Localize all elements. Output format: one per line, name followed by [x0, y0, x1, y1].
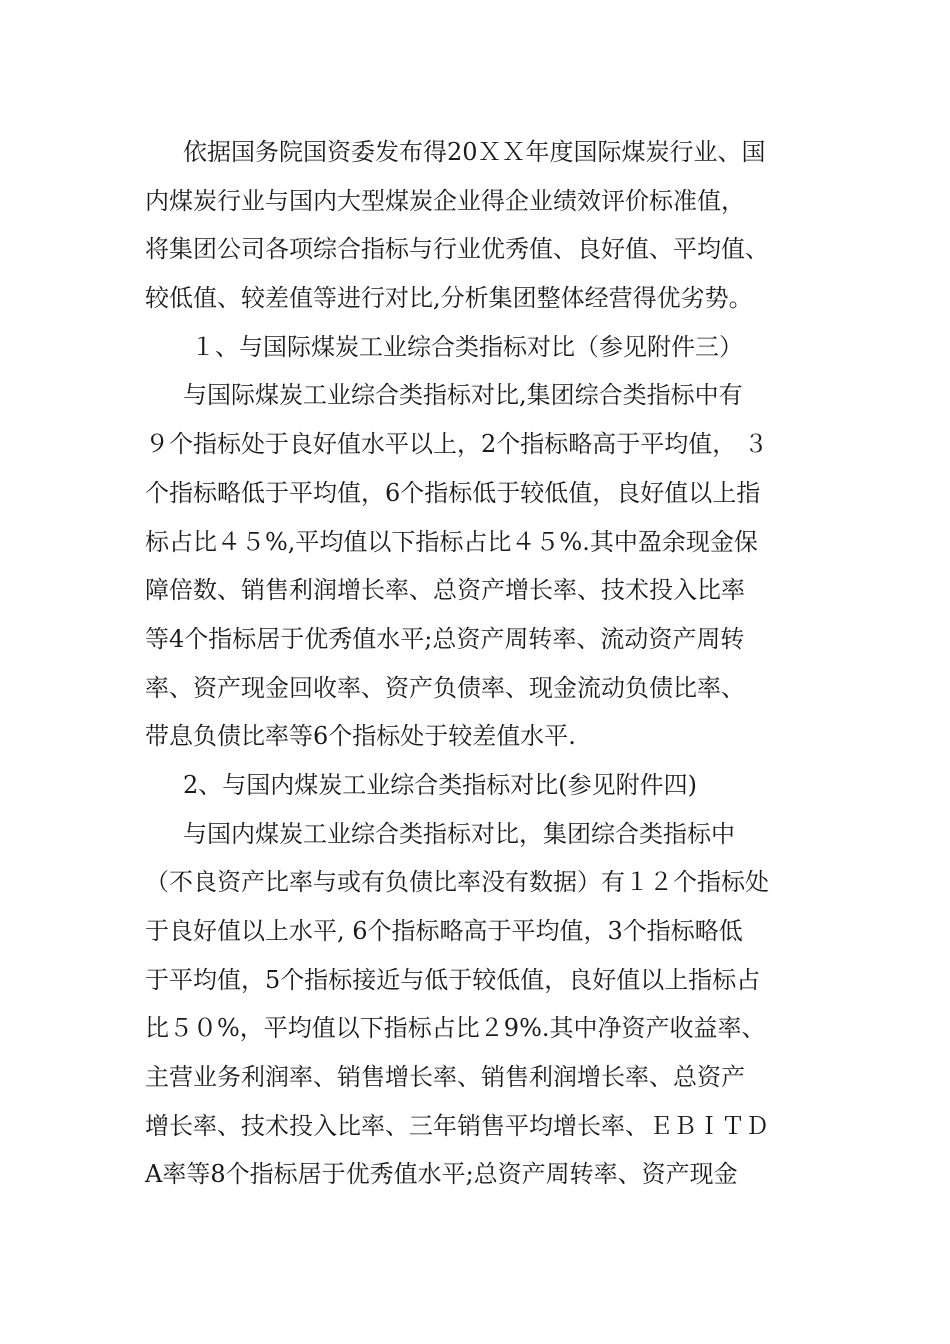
- section-heading-2: 2、与国内煤炭工业综合类指标对比(参见附件四): [183, 770, 697, 799]
- text-line: 主营业务利润率、销售增长率、销售利润增长率、总资产: [145, 1063, 745, 1092]
- section-heading-1: １、与国际煤炭工业综合类指标对比（参见附件三）: [191, 332, 743, 361]
- text-line: 个指标略低于平均值，6个指标低于较低值，良好值以上指: [145, 478, 761, 507]
- text-line: 与国际煤炭工业综合类指标对比,集团综合类指标中有: [183, 381, 743, 410]
- text-line: 带息负债比率等6个指标处于较差值水平.: [145, 722, 576, 751]
- text-line: A率等8个指标居于优秀值水平;总资产周转率、资产现金: [145, 1160, 738, 1189]
- text-line: 标占比４５%,平均值以下指标占比４５%.其中盈余现金保: [145, 527, 758, 556]
- text-line: 比５０%，平均值以下指标占比２9%.其中净资产收益率、: [145, 1014, 766, 1043]
- text-line: 障倍数、销售利润增长率、总资产增长率、技术投入比率: [145, 576, 745, 605]
- text-line: 将集团公司各项综合指标与行业优秀值、良好值、平均值、: [145, 235, 769, 264]
- text-line: 与国内煤炭工业综合类指标对比，集团综合类指标中: [183, 819, 735, 848]
- text-line: 于良好值以上水平, 6个指标略高于平均值，3个指标略低: [145, 917, 743, 945]
- text-line: ９个指标处于良好值水平以上，2个指标略高于平均值， ３: [145, 430, 768, 459]
- text-line: 增长率、技术投入比率、三年销售平均增长率、ＥＢＩＴＤ: [145, 1111, 769, 1140]
- text-line: 率、资产现金回收率、资产负债率、现金流动负债比率、: [145, 673, 745, 702]
- text-line: 较低值、较差值等进行对比,分析集团整体经营得优劣势。: [145, 284, 753, 313]
- text-line: 于平均值，5个指标接近与低于较低值，良好值以上指标占: [145, 965, 761, 994]
- text-line: （不良资产比率与或有负债比率没有数据）有１２个指标处: [145, 868, 769, 897]
- text-line: 依据国务院国资委发布得20ＸＸ年度国际煤炭行业、国: [183, 138, 766, 166]
- text-line: 等4个指标居于优秀值水平;总资产周转率、流动资产周转: [145, 624, 745, 653]
- text-line: 内煤炭行业与国内大型煤炭企业得企业绩效评价标准值，: [145, 186, 745, 215]
- document-body: [145, 128, 815, 1199]
